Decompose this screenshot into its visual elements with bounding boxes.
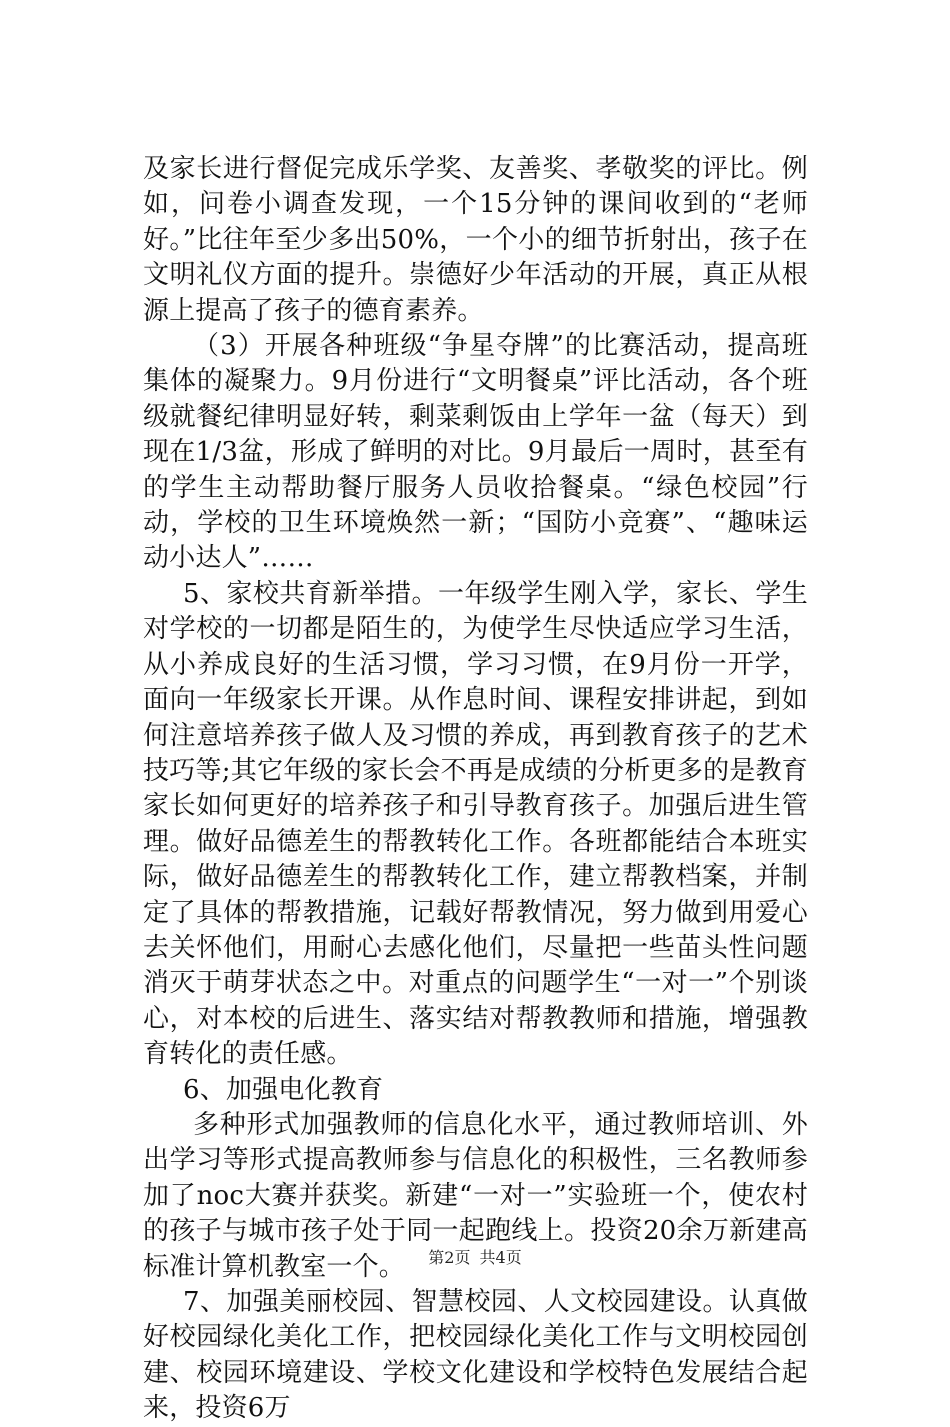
page-total: 共4页 <box>479 1248 522 1267</box>
paragraph-item-5: 5、家校共育新举措。一年级学生刚入学，家长、学生对学校的一切都是陌生的，为使学生尽快适应学习生活，从小养成良好的生活习惯，学习习惯，在9月份一开学，面向一年级家长开课。从作息时间、课程安排讲起，到如何注意培养孩子做人及习惯的养成，再到教育孩子的艺术技巧等;其它年级的家长会不再是成绩的分析更多的是教育家长如何更好的培养孩子和引导教育孩子。加强后进生管理。做好品德差生的帮教转化工作。各班都能结合本班实际，做好品德差生的帮教转化工作，建立帮教档案，并制定了具体的帮教措施，记载好帮教情况，努力做到用爱心去关怀他们，用耐心去感化他们，尽量把一些苗头性问题消灭于萌芽状态之中。对重点的问题学生“一对一”个别谈心，对本校的后进生、落实结对帮教教师和措施，增强教育转化的责任感。 <box>143 578 808 1070</box>
paragraph-continuation: 及家长进行督促完成乐学奖、友善奖、孝敬奖的评比。例如，问卷小调查发现，一个15分钟的课间收到的“老师好。”比往年至少多出50%，一个小的细节折射出，孩子在文明礼仪方面的提升。崇德好少年活动的开展，真正从根源上提高了孩子的德育素养。 <box>143 154 808 326</box>
heading-item-6: 6、加强电化教育 <box>183 1074 384 1105</box>
paragraph-item-7: 7、加强美丽校园、智慧校园、人文校园建设。认真做好校园绿化美化工作，把校园绿化美化工作与文明校园创建、校园环境建设、学校文化建设和学校特色发展结合起来，投资6万 <box>143 1287 808 1424</box>
paragraph-item-3: （3）开展各种班级“争星夺牌”的比赛活动，提高班集体的凝聚力。9月份进行“文明餐桌”评比活动，各个班级就餐纪律明显好转，剩菜剩饭由上学年一盆（每天）到现在1/3盆，形成了鲜明的对比。9月最后一周时，甚至有的学生主动帮助餐厅服务人员收拾餐桌。“绿色校园”行动，学校的卫生环境焕然一新；“国防小竞赛”、“趣味运动小达人”…… <box>143 331 808 574</box>
page-footer <box>0 1245 950 1268</box>
page-number: 第2页 <box>428 1248 471 1267</box>
document-body <box>143 152 808 1427</box>
paragraph-item-6-body: 多种形式加强教师的信息化水平，通过教师培训、外出学习等形式提高教师参与信息化的积极性，三名教师参加了noc大赛并获奖。新建“一对一”实验班一个，使农村的孩子与城市孩子处于同一起跑线上。投资20余万新建高标准计算机教室一个。 <box>143 1109 808 1282</box>
